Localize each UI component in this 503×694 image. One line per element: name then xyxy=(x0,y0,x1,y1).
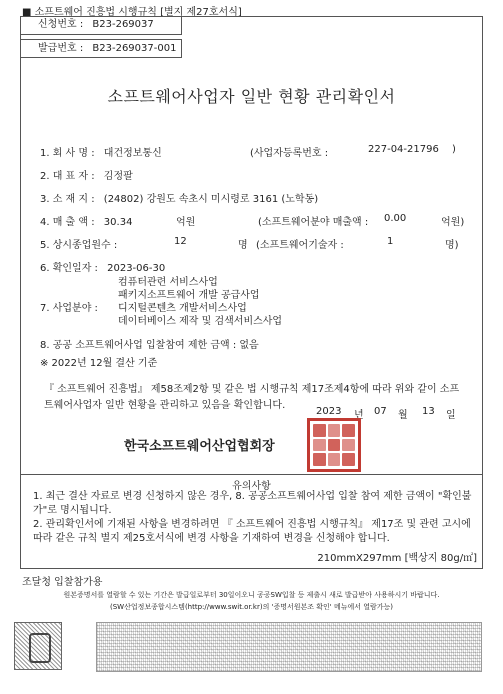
bid-limit-row: 8. 공공 소프트웨어사업 입찰참여 제한 금액 : 없음 xyxy=(40,340,259,351)
confirm-date-row xyxy=(40,259,165,274)
notice-item-2: 2. 관리확인서에 기재된 사항을 변경하려면 『 소프트웨어 진흥법 시행규칙』 제17조 및 관련 고시에 따라 같은 규칙 별지 제25호서식에 변경 사항을 기재하여 변경을 신청해야 합니다. xyxy=(33,519,471,544)
issue-day-unit: 일 xyxy=(446,410,456,421)
notice-title: 유의사항 xyxy=(232,481,271,492)
issue-number-box xyxy=(20,39,182,58)
sw-staff-value: 1 xyxy=(387,236,394,247)
sw-sales-value: 0.00 xyxy=(384,213,407,224)
bizno-close: ) xyxy=(452,144,456,155)
security-barcode-pattern xyxy=(96,622,482,672)
bizno-label: (사업자등록번호 : xyxy=(250,148,329,159)
document-title: 소프트웨어사업자 일반 현황 관리확인서 xyxy=(107,87,396,106)
business-item: 컴퓨터관련 서비스사업 xyxy=(118,277,218,288)
ceo-row xyxy=(40,167,133,182)
application-number-label: 신청번호 : xyxy=(38,19,84,30)
staff-label: 5. 상시종업원수 : xyxy=(40,240,118,251)
paper-size-label: 210mmX297mm [백상지 80g/㎡] xyxy=(317,553,477,564)
sw-staff-unit: 명) xyxy=(445,240,459,251)
sales-row xyxy=(40,213,132,228)
confirm-date-label: 6. 확인일자 : xyxy=(40,263,98,274)
issue-day: 13 xyxy=(422,406,435,417)
footer-title: 조달청 입찰참가용 xyxy=(22,577,103,588)
sales-unit: 억원 xyxy=(176,217,196,228)
issue-year: 2023 xyxy=(316,406,342,417)
company-row xyxy=(40,144,162,159)
notice-item-1: 1. 최근 결산 자료로 변경 신청하지 않은 경우, 8. 공공소프트웨어사업 입찰 참여 제한 금액이 "확인불가"로 명시됩니다. xyxy=(33,491,472,516)
sw-staff-label: (소프트웨어기술자 : xyxy=(256,240,344,251)
issue-year-unit: 년 xyxy=(354,410,364,421)
business-label: 7. 사업분야 : xyxy=(40,303,98,314)
footer-line-1: 원본증명서를 열람할 수 있는 기간은 발급일로부터 30일이오니 공공SW입찰 등 제출시 새로 발급받아 사용하시기 바랍니다. xyxy=(63,591,440,599)
staff-value: 12 xyxy=(174,236,187,247)
address-value: (24802) 강원도 속초시 미시령로 3161 (노학동) xyxy=(103,194,319,205)
address-row xyxy=(40,190,318,205)
form-header-label: ■ 소프트웨어 진흥법 시행규칙 [별지 제27호서식] xyxy=(22,7,242,18)
official-seal-stamp xyxy=(307,418,361,472)
document-emblem-icon xyxy=(14,622,62,670)
confirmation-paragraph: 『 소프트웨어 진흥법』 제58조제2항 및 같은 법 시행규칙 제17조제4항에 따라 위와 같이 소프트웨어사업자 일반 현황을 관리하고 있음을 확인합니다. xyxy=(44,384,460,411)
issue-number-value: B23-269037-001 xyxy=(92,43,177,54)
bizno-value: 227-04-21796 xyxy=(368,144,439,155)
sales-value: 30.34 xyxy=(103,217,133,228)
issue-number-label: 발급번호 : xyxy=(38,43,84,54)
staff-row xyxy=(40,236,117,251)
issuing-organization: 한국소프트웨어산업협회장 xyxy=(124,439,275,454)
application-number-value: B23-269037 xyxy=(92,19,154,30)
company-value: 대건정보통신 xyxy=(103,148,162,159)
address-label: 3. 소 재 지 : xyxy=(40,194,95,205)
issue-month-unit: 월 xyxy=(398,410,408,421)
business-item: 패키지소프트웨어 개발 공급사업 xyxy=(118,290,260,301)
business-item: 데이터베이스 제작 및 검색서비스사업 xyxy=(118,316,283,327)
confirm-date-value: 2023-06-30 xyxy=(107,263,166,274)
sales-label: 4. 매 출 액 : xyxy=(40,217,95,228)
staff-unit: 명 xyxy=(238,240,248,251)
ceo-label: 2. 대 표 자 : xyxy=(40,171,95,182)
business-item: 디지털콘텐츠 개발서비스사업 xyxy=(118,303,247,314)
sw-sales-unit: 억원) xyxy=(441,217,465,228)
sw-sales-label: (소프트웨어분야 매출액 : xyxy=(258,217,369,228)
footer-line-2: (SW산업정보종합시스템(http://www.swit.or.kr)의 '증명서원본조 확인' 메뉴에서 열람가능) xyxy=(109,603,393,611)
company-label: 1. 회 사 명 : xyxy=(40,148,95,159)
issue-month: 07 xyxy=(374,406,387,417)
settlement-note: ※ 2022년 12월 결산 기준 xyxy=(40,358,158,369)
application-number-box xyxy=(20,16,182,35)
ceo-value: 김정팔 xyxy=(103,171,133,182)
